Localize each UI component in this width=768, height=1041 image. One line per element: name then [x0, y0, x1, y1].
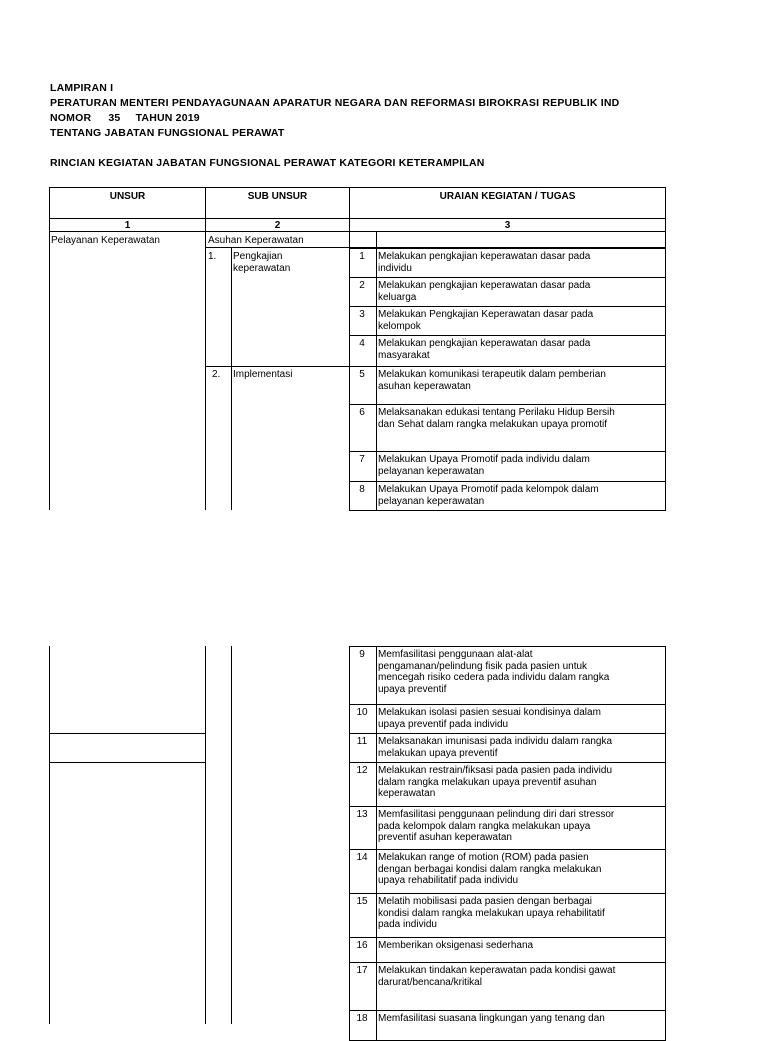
row-border-top — [349, 366, 666, 367]
row-border-top — [349, 733, 666, 734]
row-border-middle — [376, 937, 377, 962]
row-border-middle — [376, 1010, 377, 1040]
nomor-label: NOMOR — [50, 112, 92, 124]
activity-description-line: pelayanan keperawatan — [378, 465, 485, 477]
activity-description-line: Melakukan isolasi pasien sesuai kondisinya dalam — [378, 707, 601, 718]
activity-description-line: darurat/bencana/kritikal — [378, 976, 482, 988]
row-border-middle — [376, 481, 377, 510]
row-border-right — [665, 937, 666, 962]
activity-description-line: mencegah risiko cedera pada individu dalam rangka — [378, 672, 610, 683]
activity-number: 1 — [359, 251, 365, 262]
row-border-right — [665, 962, 666, 1010]
activity-description-line: keperawatan — [378, 788, 436, 799]
activity-number: 3 — [359, 309, 365, 320]
sub-item-2-label: Implementasi — [233, 369, 293, 380]
row-border-middle — [376, 277, 377, 306]
row-border-middle — [376, 962, 377, 1010]
activity-description-line: Melatih mobilisasi pada pasien dengan berbagai — [378, 896, 593, 907]
activity-number: 10 — [356, 707, 368, 718]
row-border-middle — [376, 849, 377, 893]
document-subtitle: RINCIAN KEGIATAN JABATAN FUNGSIONAL PERAWAT KATEGORI KETERAMPILAN — [50, 157, 485, 169]
column-number-3: 3 — [504, 220, 511, 231]
activity-description-line: kondisi dalam rangka melakukan upaya rehabilitatif — [378, 907, 605, 919]
row-border-top — [349, 248, 666, 249]
row-border-top — [349, 962, 666, 963]
activity-description-line: melakukan upaya preventif — [378, 747, 498, 759]
activity-description-line: dalam rangka melakukan upaya preventif asuhan — [378, 776, 597, 788]
sub-item-1-label-line2: keperawatan — [233, 263, 291, 274]
row-border-right — [665, 1010, 666, 1040]
row-border-middle — [376, 646, 377, 704]
activity-number: 15 — [356, 896, 368, 907]
activity-description-line: pelayanan keperawatan — [378, 495, 485, 507]
row-border-middle — [376, 704, 377, 733]
column-header-uraian: URAIAN KEGIATAN / TUGAS — [439, 191, 576, 202]
row-border-right — [665, 248, 666, 277]
row-border-top — [349, 481, 666, 482]
activity-number: 5 — [359, 369, 365, 380]
nomor-value: 35 — [108, 112, 121, 124]
row-border-right — [665, 806, 666, 849]
regulation-subject: TENTANG JABATAN FUNGSIONAL PERAWAT — [50, 127, 285, 139]
sub-item-2-number: 2. — [212, 369, 221, 380]
activity-description-line: Melakukan Upaya Promotif pada individu dalam — [378, 454, 590, 465]
activity-number: 11 — [356, 736, 368, 747]
row-border-top — [349, 277, 666, 278]
row-border-middle — [376, 806, 377, 849]
activity-description-line: Melaksanakan edukasi tentang Perilaku Hidup Bersih — [378, 407, 615, 418]
activity-description-line: Melakukan pengkajian keperawatan dasar pada — [378, 251, 591, 262]
row-border-top — [349, 646, 666, 647]
column-header-unsur: UNSUR — [109, 191, 146, 202]
activity-description-line: Melakukan restrain/fiksasi pada pasien pada individu — [378, 765, 613, 776]
activity-number: 13 — [356, 809, 368, 820]
row-border-top — [349, 893, 666, 894]
row-border-top — [349, 849, 666, 850]
activity-description-line: Memberikan oksigenasi sederhana — [378, 940, 534, 951]
activity-description-line: upaya preventif pada individu — [378, 718, 509, 730]
row-border-middle — [376, 733, 377, 762]
activity-description-line: kelompok — [378, 320, 421, 332]
activity-description-line: Melakukan tindakan keperawatan pada kondisi gawat — [378, 965, 616, 976]
activity-description-line: Melakukan pengkajian keperawatan dasar pada — [378, 280, 591, 291]
activity-number: 16 — [356, 940, 368, 951]
row-border-middle — [376, 335, 377, 366]
activity-number: 17 — [356, 965, 368, 976]
row-border-right — [665, 762, 666, 806]
row-border-top — [349, 762, 666, 763]
row-border-right — [665, 481, 666, 510]
row-border-right — [665, 404, 666, 451]
column-header-sub-unsur: SUB UNSUR — [247, 191, 308, 202]
activity-description-line: Melakukan range of motion (ROM) pada pasien — [378, 852, 589, 863]
activity-description-line: pengamanan/pelindung fisik pada pasien untuk — [378, 660, 588, 672]
activity-number: 4 — [359, 338, 365, 349]
row-border-top — [349, 704, 666, 705]
activity-number: 12 — [356, 765, 368, 776]
activity-description-line: preventif asuhan keperawatan — [378, 832, 512, 843]
row-border-right — [665, 366, 666, 404]
activity-description-line: Melakukan komunikasi terapeutik dalam pemberian — [378, 369, 606, 380]
row-border-top — [349, 451, 666, 452]
activity-description-line: asuhan keperawatan — [378, 380, 471, 392]
activity-description-line: Melaksanakan imunisasi pada individu dalam rangka — [378, 736, 613, 747]
activity-number: 8 — [359, 484, 365, 495]
column-number-1: 1 — [124, 220, 131, 231]
row-border-top — [349, 335, 666, 336]
row-border-right — [665, 704, 666, 733]
row-border-right — [665, 277, 666, 306]
activity-number: 6 — [359, 407, 365, 418]
regulation-title: PERATURAN MENTERI PENDAYAGUNAAN APARATUR NEGARA DAN REFORMASI BIROKRASI REPUBLIK IND — [50, 97, 620, 109]
row-border-top — [349, 1010, 666, 1011]
column-number-2: 2 — [274, 220, 281, 231]
activity-number: 18 — [356, 1013, 368, 1024]
row-border-middle — [376, 762, 377, 806]
activity-description-line: Melakukan Upaya Promotif pada kelompok dalam — [378, 484, 599, 495]
activity-number: 2 — [359, 280, 365, 291]
activity-description-line: individu — [378, 262, 412, 274]
activity-description-line: dan Sehat dalam rangka melakukan upaya promotif — [378, 418, 608, 430]
row-border-bottom — [349, 510, 666, 511]
activity-description-line: masyarakat — [378, 349, 430, 361]
activity-number: 9 — [359, 649, 365, 660]
row-border-middle — [376, 451, 377, 481]
activity-description-line: Memfasilitasi penggunaan pelindung diri dari stressor — [378, 809, 615, 820]
row-border-top — [349, 404, 666, 405]
activity-number: 14 — [356, 852, 368, 863]
row-border-right — [665, 733, 666, 762]
row-border-middle — [376, 248, 377, 277]
activity-description-line: pada individu — [378, 919, 437, 930]
activity-description-line: Melakukan pengkajian keperawatan dasar pada — [378, 338, 591, 349]
row-border-top — [349, 937, 666, 938]
row-border-right — [665, 306, 666, 335]
regulation-number-line — [50, 112, 200, 124]
tahun-label: TAHUN 2019 — [135, 112, 200, 124]
row-border-top — [349, 806, 666, 807]
row-border-top — [349, 306, 666, 307]
row-border-middle — [376, 404, 377, 451]
row-border-right — [665, 451, 666, 481]
unsur-label: Pelayanan Keperawatan — [51, 235, 160, 246]
activity-description-line: Memfasilitasi suasana lingkungan yang tenang dan — [378, 1013, 605, 1024]
sub-unsur-label: Asuhan Keperawatan — [208, 235, 304, 246]
row-border-right — [665, 335, 666, 366]
row-border-middle — [376, 893, 377, 937]
row-border-middle — [376, 306, 377, 335]
activity-number: 7 — [359, 454, 365, 465]
row-border-right — [665, 849, 666, 893]
activity-description-line: Melakukan Pengkajian Keperawatan dasar pada — [378, 309, 594, 320]
lampiran-title: LAMPIRAN I — [50, 82, 114, 94]
activity-description-line: upaya rehabilitatif pada individu — [378, 875, 519, 886]
row-border-right — [665, 646, 666, 704]
activity-description-line: dengan berbagai kondisi dalam rangka melakukan — [378, 863, 602, 875]
row-border-middle — [376, 366, 377, 404]
row-border-right — [665, 893, 666, 937]
sub-item-1-label-line1: Pengkajian — [233, 251, 283, 262]
activity-description-line: Memfasilitasi penggunaan alat-alat — [378, 649, 533, 660]
activity-description-line: keluarga — [378, 291, 417, 303]
activity-description-line: pada kelompok dalam rangka melakukan upaya — [378, 820, 591, 832]
activity-description-line: upaya preventif — [378, 683, 447, 695]
sub-item-1-number: 1. — [208, 251, 217, 262]
